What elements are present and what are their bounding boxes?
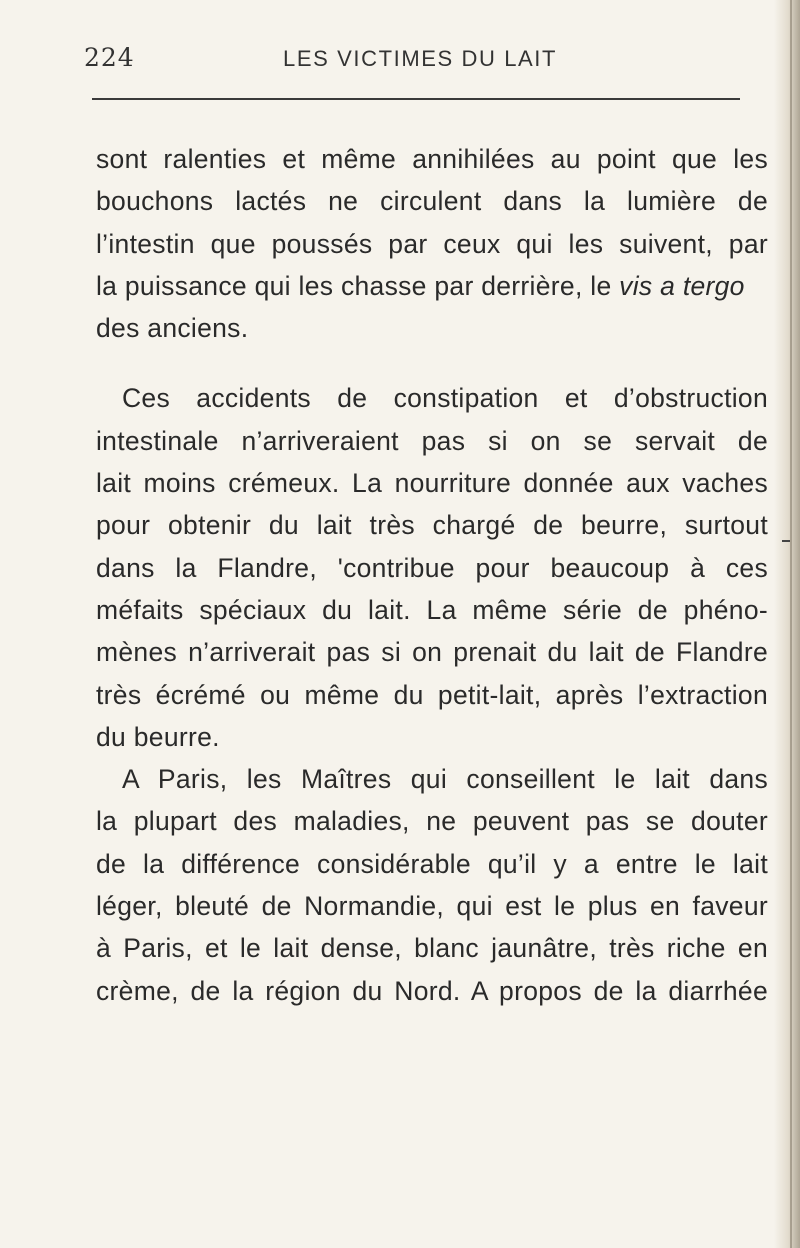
paragraph-gap [96, 349, 768, 377]
text-line: de la différence considérable qu’il y a entre le lait [96, 848, 768, 879]
header-rule [92, 98, 740, 100]
page-edge-shadow [774, 0, 800, 1248]
text-line [96, 265, 768, 307]
text-line: pour obtenir du lait très chargé de beurre, surtout [96, 510, 768, 541]
text-line: à Paris, et le lait dense, blanc jaunâtre, très riche en [96, 933, 768, 964]
text-line: bouchons lactés ne circulent dans la lumière de [96, 186, 768, 217]
paragraph-1 [96, 138, 768, 349]
margin-dash-mark [782, 540, 790, 542]
text-line: du beurre. [96, 721, 220, 752]
body-text [96, 138, 768, 1012]
text-line: très écrémé ou même du petit-lait, après l’extraction [96, 679, 768, 710]
page-edge-line [790, 0, 792, 1248]
text-line: sont ralenties et même annihilées au point que les [96, 144, 768, 174]
text-line: crème, de la région du Nord. A propos de la diarrhée [96, 975, 768, 1006]
running-title: LES VICTIMES DU LAIT [283, 46, 558, 71]
paragraph-3 [96, 758, 768, 1012]
paragraph-2 [96, 377, 768, 758]
text-line: dans la Flandre, 'contribue pour beaucoup à ces [96, 552, 768, 583]
text-line: Ces accidents de constipation et d’obstruction [122, 383, 768, 414]
text-line: méfaits spéciaux du lait. La même série de phéno- [96, 594, 768, 625]
text-line: lait moins crémeux. La nourriture donnée aux vaches [96, 468, 768, 499]
text-line: la plupart des maladies, ne peuvent pas se douter [96, 806, 768, 837]
italic-phrase: vis a tergo [619, 270, 745, 301]
text-line: mènes n’arriverait pas si on prenait du lait de Flandre [96, 637, 768, 668]
text-line: l’intestin que poussés par ceux qui les suivent, par [96, 228, 768, 259]
text-fragment: la puissance qui les chasse par derrière, le [96, 270, 612, 301]
page-number: 224 [84, 43, 135, 72]
text-line: intestinale n’arriveraient pas si on se servait de [96, 425, 768, 456]
text-line: A Paris, les Maîtres qui conseillent le lait dans [122, 764, 768, 795]
text-line: des anciens. [96, 313, 249, 344]
text-line: léger, bleuté de Normandie, qui est le plus en faveur [96, 891, 768, 922]
